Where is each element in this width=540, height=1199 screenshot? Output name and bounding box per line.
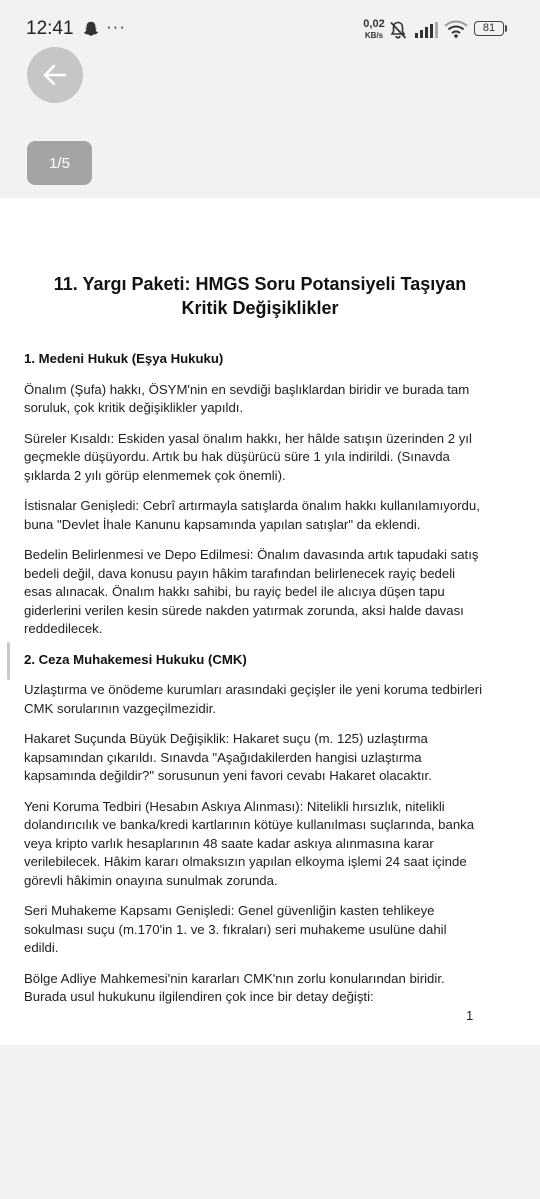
- notifications-off-icon: [388, 20, 408, 40]
- page-indicator-text: 1/5: [49, 154, 70, 172]
- signal-strength-icon: [414, 22, 438, 38]
- paragraph: Uzlaştırma ve önödeme kurumları arasındaki geçişler ile yeni koruma tedbirleri CMK sorularının vazgeçilmezidir.: [24, 682, 483, 716]
- paragraph: Bölge Adliye Mahkemesi'nin kararları CMK'nın zorlu konularından biridir. Burada usul hukukunu ilgilendiren çok ince bir detay değişti:: [24, 970, 445, 1004]
- snapchat-ghost-icon: [82, 20, 100, 38]
- paragraph: Hakaret Suçunda Büyük Değişiklik: Hakaret suçu (m. 125) uzlaştırma kapsamından çıkarıldı. Sınavda "Aşağıdakilerden hangisi uzlaştırma kapsamında değildir?" sorusunun yeni favori cevabı Hakaret olacaktır.: [24, 731, 432, 783]
- network-speed: [360, 20, 388, 40]
- paragraph: Yeni Koruma Tedbiri (Hesabın Askıya Alınması): Nitelikli hırsızlık, nitelikli dolandırıcılık ve banka/kredi kartlarının kötüye kullanılması suçlarında, banka veya kripto varlık hesaplarının 48 saate kadar askıya alınmasına karar verilebilecek. Hâkim kararı olmaksızın yapılan elkoyma işlemi 24 saat içinde görevli hâkimin onayına sunulmak zorunda.: [24, 798, 475, 888]
- status-time: 12:41: [26, 18, 74, 39]
- arrow-left-icon: [42, 62, 68, 88]
- wifi-icon: [444, 20, 468, 38]
- document-title: 11. Yargı Paketi: HMGS Soru Potansiyeli Taşıyan Kritik Değişiklikler: [53, 274, 467, 318]
- scrollbar[interactable]: [7, 642, 10, 680]
- document-page: [0, 198, 540, 1045]
- status-more-icon: ···: [106, 17, 126, 36]
- battery-indicator: [474, 21, 504, 36]
- section-heading: 1. Medeni Hukuk (Eşya Hukuku): [24, 351, 224, 366]
- status-bar: [0, 0, 540, 46]
- page-indicator[interactable]: [27, 141, 92, 185]
- paragraph: Önalım (Şufa) hakkı, ÖSYM'nin en sevdiği başlıklardan biridir ve burada tam soruluk, çok kritik değişiklikler yapıldı.: [24, 381, 470, 415]
- network-speed-unit: KB/s: [364, 31, 384, 40]
- network-speed-value: 0,02: [363, 18, 385, 30]
- battery-level: 81: [482, 22, 496, 34]
- paragraph: Süreler Kısaldı: Eskiden yasal önalım hakkı, her hâlde satışın üzerinden 2 yıl geçmekle düşüyordu. Artık bu hak düşürücü süre 1 yıla indirildi. (Sınavda şıklarda 2 yılı görüp elenmemek çok önemli).: [24, 430, 472, 483]
- back-button[interactable]: [27, 47, 83, 103]
- section-heading: 2. Ceza Muhakemesi Hukuku (CMK): [24, 651, 247, 667]
- paragraph: İstisnalar Genişledi: Cebrî artırmayla satışlarda önalım hakkı kullanılamıyordu, buna "Devlet İhale Kanunu kapsamında yapılan satışlar" da eklendi.: [24, 498, 480, 532]
- paragraph: Seri Muhakeme Kapsamı Genişledi: Genel güvenliğin kasten tehlikeye sokulması suçu (m.170'in 1. ve 3. fıkraları) seri muhakeme usulüne dahil edildi.: [24, 903, 447, 955]
- battery-tip: [505, 25, 507, 32]
- page-number: 1: [466, 1008, 474, 1023]
- document-body: [24, 350, 484, 1019]
- paragraph: Bedelin Belirlenmesi ve Depo Edilmesi: Önalım davasında artık tapudaki satış bedeli değil, dava konusu payın hâkim tarafından belirlenecek rayiç bedeli esas alınacak. Önalım hakkı sahibi, bu rayiç bedel ile alıcıya düşen tapu giderlerini verilen kesin sürede nakden yatırmak zorunda, aksi halde davası reddedilecek.: [24, 547, 479, 636]
